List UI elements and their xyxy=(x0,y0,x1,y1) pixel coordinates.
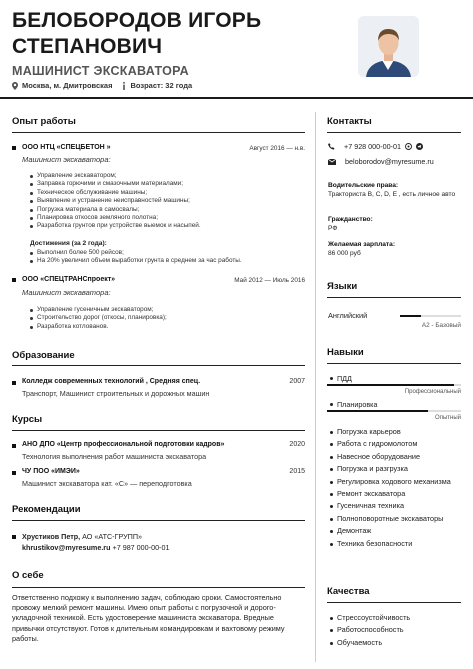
job-duties-list xyxy=(28,172,303,231)
course-year: 2020 xyxy=(289,441,305,448)
course-name: АНО ДПО «Центр профессиональной подготовки кадров» xyxy=(22,441,225,448)
list-item: Строительство дорог (откосы, планировка); xyxy=(28,314,303,322)
job-title: МАШИНИСТ ЭКСКАВАТОРА xyxy=(12,64,189,78)
section-title-courses: Курсы xyxy=(12,414,43,425)
section-title-about: О себе xyxy=(12,570,44,581)
info-icon xyxy=(122,82,126,90)
license-value: Тракториста B, C, D, E , есть личное авто xyxy=(328,191,456,198)
salary-label: Желаемая зарплата: xyxy=(328,241,396,248)
skill-bullet xyxy=(330,377,333,380)
qualities-list xyxy=(328,612,460,649)
reference-email[interactable]: khrustikov@myresume.ru xyxy=(22,543,111,552)
skill-name: ПДД xyxy=(337,374,352,383)
course-year: 2015 xyxy=(289,468,305,475)
section-divider xyxy=(12,430,305,431)
list-item: Погрузка и разгрузка xyxy=(328,463,460,475)
reference-person: Хрустиков Петр, xyxy=(22,532,81,541)
mail-icon xyxy=(328,159,336,165)
list-item: Регулировка ходового механизма xyxy=(328,476,460,488)
achievements-list xyxy=(28,249,303,266)
section-title-references: Рекомендации xyxy=(12,504,81,515)
job-period: Август 2016 — н.в. xyxy=(249,145,305,152)
location-text: Москва, м. Дмитровская xyxy=(22,81,113,90)
language-name: Английский xyxy=(328,311,368,320)
license-label: Водительские права: xyxy=(328,182,399,189)
section-title-experience: Опыт работы xyxy=(12,116,76,127)
section-divider xyxy=(12,520,305,521)
list-item: Работа с гидромолотом xyxy=(328,438,460,450)
email-address[interactable]: beloborodov@myresume.ru xyxy=(345,157,434,166)
phone-icon xyxy=(328,143,335,150)
reference-phone: +7 987 000-00-01 xyxy=(112,543,170,552)
education-desc: Транспорт, Машинист строительных и дорожных машин xyxy=(22,389,210,398)
list-item: Погрузка карьеров xyxy=(328,426,460,438)
email-row xyxy=(328,157,434,166)
citizenship-label: Гражданство: xyxy=(328,216,373,223)
meta-info xyxy=(12,81,192,90)
job-period: Май 2012 — Июль 2016 xyxy=(234,277,305,284)
phone-number[interactable]: +7 928 000-00-01 xyxy=(344,142,401,151)
location-pin-icon xyxy=(12,82,18,90)
list-item: Выявление и устранение неисправностей машины; xyxy=(28,197,303,205)
list-item: Полноповоротные экскаваторы xyxy=(328,513,460,525)
section-divider xyxy=(327,297,461,298)
header-divider xyxy=(0,97,473,99)
about-text: Ответственно подхожу к выполнению задач, соблюдаю сроки. Самостоятельно провожу мелкий ремонт машины. Имею опыт работы с погрузочной и дорого-укладочной техникой. Есть удостоверение машиниста экскаватора. Вредные привычки отсутствуют. Готов к длительным командировкам и вахтовому режиму работы. xyxy=(12,593,285,643)
list-item: Погрузка материала в самосвалы; xyxy=(28,206,303,214)
reference-org: АО «АТС-ГРУПП» xyxy=(82,532,142,541)
skill-bullet xyxy=(330,403,333,406)
course-desc: Машинист экскаватора кат. «С» — переподготовка xyxy=(22,479,192,488)
course-name: ЧУ ПОО «ИМЭИ» xyxy=(22,468,80,475)
list-item: Техническое обслуживание машины; xyxy=(28,189,303,197)
telegram-icon[interactable] xyxy=(416,143,423,150)
reference-marker xyxy=(12,535,16,539)
skill-bar-fill xyxy=(327,384,454,386)
candidate-name: БЕЛОБОРОДОВ ИГОРЬ СТЕПАНОВИЧ xyxy=(12,9,262,58)
column-divider xyxy=(315,112,316,662)
avatar xyxy=(358,16,419,77)
section-divider xyxy=(12,132,305,133)
section-title-contacts: Контакты xyxy=(327,116,372,127)
list-item: Обучаемость xyxy=(328,637,460,649)
skill-level: Профессиональный xyxy=(404,389,461,395)
job-company: ООО «СПЕЦТРАНСпроект» xyxy=(22,276,116,283)
language-bar-fill xyxy=(400,315,421,317)
list-item: Разработка котлованов. xyxy=(28,323,303,331)
section-title-skills: Навыки xyxy=(327,347,364,358)
section-divider xyxy=(12,365,305,366)
job-position: Машинист экскаватора: xyxy=(22,155,111,164)
reference-contacts xyxy=(22,543,169,552)
education-name: Колледж современных технологий , Средняя спец. xyxy=(22,378,201,385)
list-item: Навесное оборудование xyxy=(328,451,460,463)
course-marker xyxy=(12,471,16,475)
list-item: Управление экскаватором; xyxy=(28,172,303,180)
phone-row xyxy=(328,142,423,151)
skill-bar-fill xyxy=(327,410,428,412)
list-item: На 20% увеличил объем выработки грунта в среднем за час работы. xyxy=(28,257,303,265)
section-title-qualities: Качества xyxy=(327,586,370,597)
skill-name: Планировка xyxy=(337,400,378,409)
list-item: Заправка горючими и смазочными материалами; xyxy=(28,180,303,188)
section-divider xyxy=(327,132,461,133)
list-item: Разработка грунтов при устройстве выемок и насыпей. xyxy=(28,222,303,230)
list-item: Работоспособность xyxy=(328,624,460,636)
section-title-languages: Языки xyxy=(327,281,358,292)
job-marker xyxy=(12,146,16,150)
list-item: Стрессоустойчивость xyxy=(328,612,460,624)
salary-value: 86 000 руб xyxy=(328,250,361,257)
education-marker xyxy=(12,381,16,385)
list-item: Техника безопасности xyxy=(328,538,460,550)
age xyxy=(122,81,192,90)
job-marker xyxy=(12,278,16,282)
citizenship-value: РФ xyxy=(328,225,338,232)
age-text: Возраст: 32 года xyxy=(130,81,193,90)
section-divider xyxy=(12,587,305,588)
location xyxy=(12,81,112,90)
education-year: 2007 xyxy=(289,378,305,385)
list-item: Ремонт экскаватора xyxy=(328,488,460,500)
reference-line xyxy=(22,532,142,541)
course-desc: Технология выполнения работ машиниста экскаватора xyxy=(22,452,207,461)
achievements-title: Достижения (за 2 года): xyxy=(30,240,107,247)
section-divider xyxy=(327,602,461,603)
section-title-education: Образование xyxy=(12,350,75,361)
section-divider xyxy=(327,363,461,364)
list-item: Управление гусеничным экскаватором; xyxy=(28,306,303,314)
list-item: Планировка откосов земляного полотна; xyxy=(28,214,303,222)
list-item: Гусеничная техника xyxy=(328,500,460,512)
language-level: A2 - Базовый xyxy=(421,322,461,329)
list-item: Демонтаж xyxy=(328,525,460,537)
course-marker xyxy=(12,444,16,448)
job-position: Машинист экскаватора: xyxy=(22,288,111,297)
skill-level: Опытный xyxy=(435,415,461,421)
list-item: Выполнил более 500 рейсов; xyxy=(28,249,303,257)
job-duties-list xyxy=(28,306,303,331)
job-company: ООО НТЦ «СПЕЦБЕТОН » xyxy=(22,144,111,151)
skills-list xyxy=(328,426,460,550)
whatsapp-icon[interactable] xyxy=(405,143,412,150)
